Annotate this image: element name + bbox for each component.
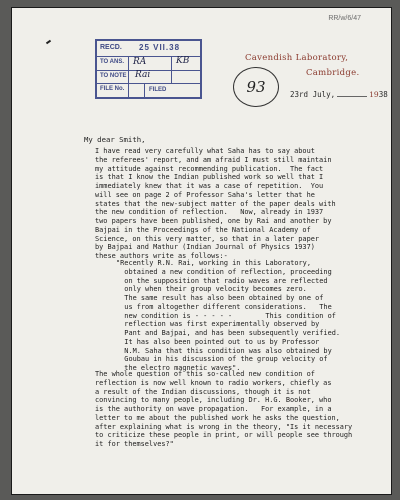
- stamp-row-to-note: [97, 70, 200, 84]
- stamp-divider: [128, 56, 129, 97]
- stamp-initials-handwritten: KB: [176, 56, 190, 66]
- stamp-recd-label: RECD.: [100, 44, 122, 51]
- stamp-filed-label: FILED: [149, 87, 167, 93]
- stamp-divider: [171, 56, 172, 83]
- received-stamp: [95, 39, 202, 99]
- date-year-prefix: 19: [369, 90, 379, 99]
- stamp-to-ans-label: TO ANS.: [100, 59, 125, 65]
- stamp-to-note-handwritten: Rai: [135, 70, 151, 80]
- body-paragraph-1: I have read very carefully what Saha has to say about the referees' report, and am afraid I must still maintain my attitude against recommending publication. The fact is that I know the Indian published work so well that I immediately knew that it was a case of repetition. You will see on page 2 of Professor Saha's letter that he states that the new-subject matter of the paper deals with the new condition of reflection. Now, already in 1937 two papers have been published, one by Rai and another by Bajpai in the Proceedings of the National Academy of Science, on this very matter, so that in a later paper by Bajpai and Mathur (Indian Journal of Physics 1937) these authors write as follows:-: [95, 147, 336, 260]
- date-text: 23rd July,: [290, 90, 336, 99]
- pen-mark: [46, 40, 51, 45]
- date-year-suffix: 38: [378, 90, 388, 99]
- letter-date: [290, 90, 388, 99]
- reference-note: RR/w/6/47: [328, 15, 361, 22]
- stamp-file-no-label: FILE No.: [100, 86, 125, 92]
- stamp-row-to-ans: [97, 56, 200, 71]
- stamp-recd-date: 25 VII.38: [139, 43, 181, 52]
- quoted-passage: "Recently R.N. Rai, working in this Laboratory, obtained a new condition of reflection, proceeding on the supposition that radio waves are reflected only when their group velocity becomes zero. The same result has also been obtained by one of us from altogether different considerations. The new condition is - - - - - This condition of reflection was first experimentally observed by Pant and Bajpai, and has been subsequently verified. It has also been pointed out to us by Professor N.M. Saha that this condition was also obtained by Goubau in his discussion of the group velocity of the electro magnetic waves".: [116, 259, 341, 372]
- folio-number-circled: 93: [233, 67, 279, 107]
- stamp-row-file: [97, 83, 200, 97]
- stamp-to-ans-handwritten: RA: [133, 57, 147, 67]
- letterhead-line-1: Cavendish Laboratory,: [245, 53, 349, 63]
- date-rule: [337, 96, 367, 97]
- stamp-to-note-label: TO NOTE: [100, 73, 127, 79]
- stamp-divider: [144, 83, 145, 97]
- stamp-row-received: [97, 41, 200, 57]
- letter-page: [11, 7, 392, 495]
- salutation: My dear Smith,: [84, 135, 146, 144]
- body-paragraph-2: The whole question of this so-called new condition of reflection is now well known to radio workers, chiefly as a result of the Indian discussions, though it is not convincing to many people, including Dr. H.G. Booker, who is the authority on wave propagation. For example, in a letter to me about the published work he asks the question, after explaining what is wrong in the theory, "Is it necessary to criticize these people in print, or will people see through it for themselves?": [95, 370, 353, 448]
- letterhead-line-2: Cambridge.: [306, 68, 360, 78]
